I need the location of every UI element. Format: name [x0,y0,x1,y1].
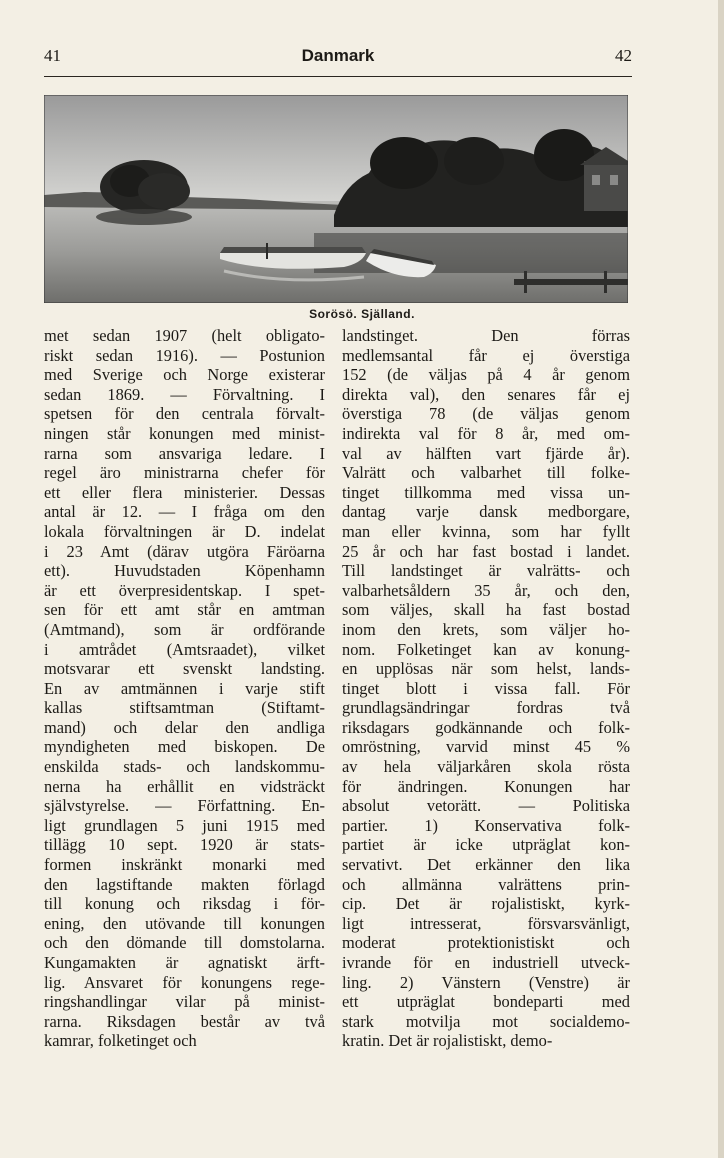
text-line: tinget blott i vissa fall. För [342,678,630,698]
text-line: är ett överpresidentskap. I spet- [44,580,325,600]
text-line: riskt sedan 1916). — Postunion [44,345,325,365]
text-line: 152 (de väljas på 4 år genom [342,365,630,385]
text-line: ett utpräglat bondeparti med [342,992,630,1012]
text-line: ening, den utövande till konungen [44,913,325,933]
text-line: mand) och delar den andliga [44,717,325,737]
text-line: självstyrelse. — Författning. En- [44,796,325,816]
text-line: i amtrådet (Amtsraadet), vilket [44,639,325,659]
text-line: partier. 1) Konservativa folk- [342,815,630,835]
text-line: valbarhetsåldern 35 år, och den, [342,580,630,600]
text-line: omröstning, varvid minst 45 % [342,737,630,757]
text-line: val av hälften vart fjärde år). [342,443,630,463]
text-line: tinget tillkomma med vissa un- [342,482,630,502]
text-line: stark motvilja mot socialdemo- [342,1011,630,1031]
text-line: rarna som ansvariga ledare. I [44,443,325,463]
page-header [44,46,632,76]
text-line: av hela väljarkåren skola rösta [342,757,630,777]
text-line: man eller kvinna, som har fyllt [342,521,630,541]
header-rule [44,76,632,77]
text-line: lig. Ansvaret för konungens rege- [44,972,325,992]
text-line: partiet är icke utpräglat kon- [342,835,630,855]
text-line: antal är 12. — I fråga om den [44,502,325,522]
text-line: spetsen för den centrala förvalt- [44,404,325,424]
text-line: överstiga 78 (de väljas genom [342,404,630,424]
text-line: direkta val), den senares får ej [342,384,630,404]
text-line: till konung och riksdag i för- [44,894,325,914]
text-line: grundlagsändringar fordras två [342,698,630,718]
text-line: medlemsantal får ej överstiga [342,345,630,365]
figure-caption: Sorösö. Själland. [309,307,415,321]
text-line: Till landstinget är valrätts- och [342,561,630,581]
text-line: för ändringen. Konungen har [342,776,630,796]
text-line: ett). Huvudstaden Köpenhamn [44,561,325,581]
text-line: tillägg 10 sept. 1920 är stats- [44,835,325,855]
text-line: enskilda stads- och landskommu- [44,757,325,777]
text-line: med Sverige och Norge existerar [44,365,325,385]
text-line: rarna. Riksdagen består av två [44,1011,325,1031]
text-line: dantag varje dansk medborgare, [342,502,630,522]
left-text-column [44,326,325,1051]
text-line: formen inskränkt monarki med [44,855,325,875]
text-line: och allmänna valrättens prin- [342,874,630,894]
text-line: indirekta val för 8 år, med om- [342,423,630,443]
text-line: nerna ha erhållit en vidsträckt [44,776,325,796]
text-line: Valrätt och valbarhet till folke- [342,463,630,483]
text-line: ivrande för en industriell utveck- [342,953,630,972]
text-line: kamrar, folketinget och [44,1031,197,1051]
text-line: i 23 Amt (därav utgöra Färöarna [44,541,325,561]
text-line: ligt intresserat, försvarsvänligt, [342,913,630,933]
right-page-number: 42 [615,46,632,65]
text-line: motsvarar ett svenskt landsting. [44,659,325,679]
text-line: cip. Det är rojalistiskt, kyrk- [342,894,630,914]
text-line: 25 år och har fast bostad i landet. [342,541,630,561]
text-line: kallas stiftsamtman (Stiftamt- [44,698,325,718]
left-page-number: 41 [44,46,61,65]
text-line: En av amtmännen i varje stift [44,678,325,698]
text-line: landstinget. Den förras [342,326,630,345]
text-line: lokala förvaltningen är D. indelat [44,521,325,541]
text-line: met sedan 1907 (helt obligato- [44,326,325,345]
text-line: kratin. Det är rojalistiskt, demo- [342,1031,553,1051]
text-line: riksdagars godkännande och folk- [342,717,630,737]
text-line: sedan 1869. — Förvaltning. I [44,384,325,404]
text-line: sen för ett amt står en amtman [44,600,325,620]
text-line: ringshandlingar vilar på minist- [44,992,325,1012]
text-line: regel äro ministrarna chefer för [44,463,325,483]
text-line: den lagstiftande makten förlagd [44,874,325,894]
text-line: ling. 2) Vänstern (Venstre) är [342,972,630,992]
page-edge [718,0,724,1158]
running-title: Danmark [301,46,375,65]
text-line: servativt. Det erkänner den lika [342,855,630,875]
text-line: ningen står konungen med minist- [44,423,325,443]
text-line: (Amtmand), som är ordförande [44,619,325,639]
right-text-column [342,326,630,1051]
text-line: nom. Folketinget kan av konung- [342,639,630,659]
text-line: och den dömande till domstolarna. [44,933,325,953]
text-line: absolut vetorätt. — Politiska [342,796,630,816]
text-line: ligt grundlagen 5 juni 1915 med [44,815,325,835]
text-line: moderat protektionistiskt och [342,933,630,953]
lake-photograph [44,95,628,303]
text-line: myndigheten med biskopen. De [44,737,325,757]
text-line: en upplösas när som helst, lands- [342,659,630,679]
text-line: ett eller flera ministerier. Dessas [44,482,325,502]
text-line: Kungamakten är agnatiskt ärft- [44,953,325,972]
text-line: inom den krets, som väljer ho- [342,619,630,639]
text-line: som väljes, skall ha fast bostad [342,600,630,620]
